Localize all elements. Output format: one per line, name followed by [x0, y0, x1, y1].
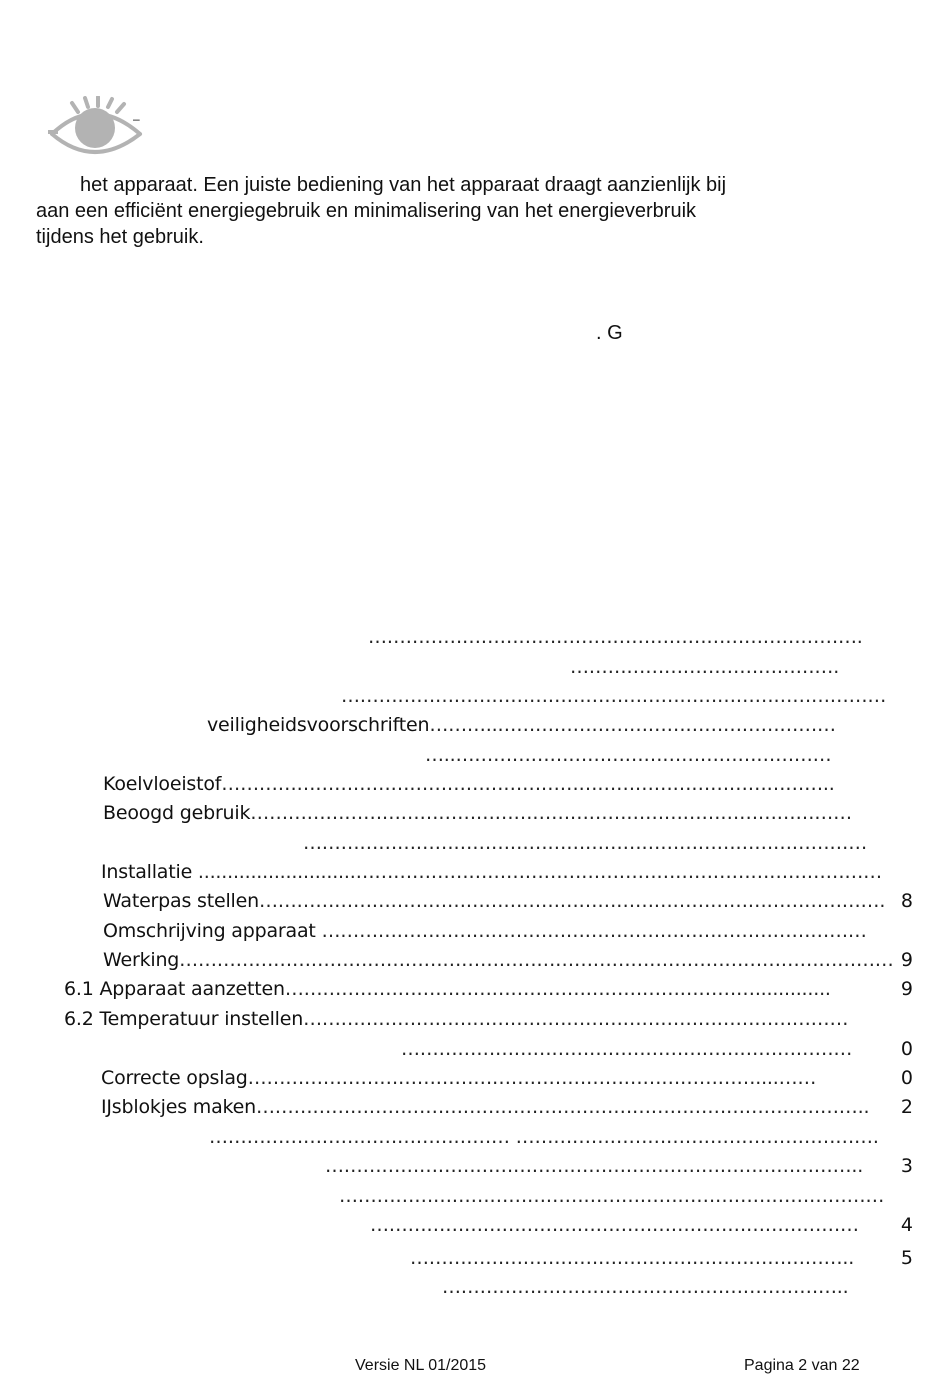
toc-leader: ………………………………………………………………………....…… — [247, 1067, 817, 1089]
toc-page-number: 5 — [900, 1247, 913, 1269]
toc-entry — [64, 978, 831, 1000]
toc-leader: ……………………………………………………………………. — [368, 626, 863, 648]
toc-leader: ...........................………………………………………………………………………… — [197, 861, 882, 883]
toc-entry — [370, 1214, 859, 1236]
toc-leader: ………………………………………… …………………………………………………. — [209, 1126, 879, 1148]
text-fragment: . G — [596, 322, 623, 344]
toc-leader: ……………………………………………………….. — [442, 1276, 849, 1298]
toc-entry-title: Beoogd gebruik — [103, 802, 251, 824]
toc-leader: ……………………………………. — [570, 656, 840, 678]
toc-entry — [64, 1008, 848, 1030]
toc-entry-title: Werking — [103, 949, 180, 971]
toc-leader: ………………………………………………………………………….. — [325, 1155, 864, 1177]
toc-entry-title: Installatie — [101, 861, 198, 883]
eye-icon — [48, 96, 144, 158]
toc-entry — [103, 949, 894, 971]
toc-page-number: 2 — [900, 1096, 913, 1118]
toc-entry — [103, 773, 835, 795]
toc-entry — [103, 802, 852, 824]
toc-entry — [341, 685, 886, 707]
toc-leader: …………………………………………………………………............. — [284, 978, 831, 1000]
toc-leader: ……………………………………………………………………………… — [303, 832, 868, 854]
toc-entry — [339, 1185, 884, 1207]
toc-leader: …………………………………………………………………………………….. — [221, 773, 835, 795]
toc-entry-title: Correcte opslag — [101, 1067, 248, 1089]
toc-entry — [101, 1096, 869, 1118]
toc-entry — [207, 714, 836, 736]
footer-version: Versie NL 01/2015 — [355, 1357, 487, 1374]
intro-line-1: het apparaat. Een juiste bediening van het apparaat draagt aanzienlijk bij — [80, 174, 727, 196]
toc-entry-title: 6.1 Apparaat aanzetten — [64, 978, 285, 1000]
toc-entry-title: IJsblokjes maken — [101, 1096, 256, 1118]
toc-entry-title: Omschrijving apparaat — [103, 920, 322, 942]
toc-page-number: 0 — [900, 1038, 913, 1060]
icon-mark: – — [133, 112, 140, 126]
toc-entry — [101, 861, 882, 883]
toc-leader: …………………………………………………………………………… — [339, 1185, 885, 1207]
toc-leader: …………………………………………………………………………………………………… — [179, 949, 894, 971]
toc-entry — [570, 656, 839, 678]
toc-entry — [410, 1247, 854, 1269]
toc-page-number: 0 — [900, 1067, 913, 1089]
intro-line-2: aan een efficiënt energiegebruik en minimalisering van het energieverbruik — [36, 200, 697, 222]
toc-entry-title: 6.2 Temperatuur instellen — [64, 1008, 304, 1030]
toc-page-number: 8 — [900, 890, 913, 912]
toc-entry-title: Koelvloeistof — [103, 773, 222, 795]
toc-entry — [325, 1155, 863, 1177]
toc-leader: …………………………………………………………………………………….. — [256, 1096, 870, 1118]
toc-page-number: 9 — [900, 978, 913, 1000]
toc-leader: …………………………………………………………………… — [370, 1214, 859, 1236]
toc-entry-title: veiligheidsvoorschriften — [207, 714, 430, 736]
toc-leader: ………………………………………………………………………………………. — [258, 890, 886, 912]
footer-page-number: Pagina 2 van 22 — [744, 1357, 860, 1374]
toc-leader: …………………………………………………………………………… — [321, 920, 867, 942]
toc-leader: …………………………………………………………………………………… — [250, 802, 852, 824]
toc-entry — [425, 744, 831, 766]
toc-leader: ………..……………………………………………… — [429, 714, 836, 736]
toc-leader: …………………………………………………………………………… — [341, 685, 887, 707]
toc-entry — [368, 626, 863, 648]
toc-entry — [103, 890, 885, 912]
toc-entry — [101, 1067, 816, 1089]
toc-page-number: 9 — [900, 949, 913, 971]
toc-leader: ……………………………………………………………… — [401, 1038, 853, 1060]
toc-entry — [303, 832, 867, 854]
toc-entry-title: Waterpas stellen — [103, 890, 259, 912]
toc-entry — [401, 1038, 852, 1060]
intro-paragraph — [36, 172, 856, 250]
toc-leader: …………………………………………………………………………… — [303, 1008, 849, 1030]
toc-leader: …………………………………………………………….. — [410, 1247, 855, 1269]
toc-leader: …..…………………………………………………… — [425, 744, 832, 766]
toc-page-number: 3 — [900, 1155, 913, 1177]
intro-line-3: tijdens het gebruik. — [36, 226, 204, 248]
toc-entry — [103, 920, 867, 942]
toc-entry — [442, 1276, 848, 1298]
toc-page-number: 4 — [900, 1214, 913, 1236]
toc-entry — [209, 1126, 879, 1148]
